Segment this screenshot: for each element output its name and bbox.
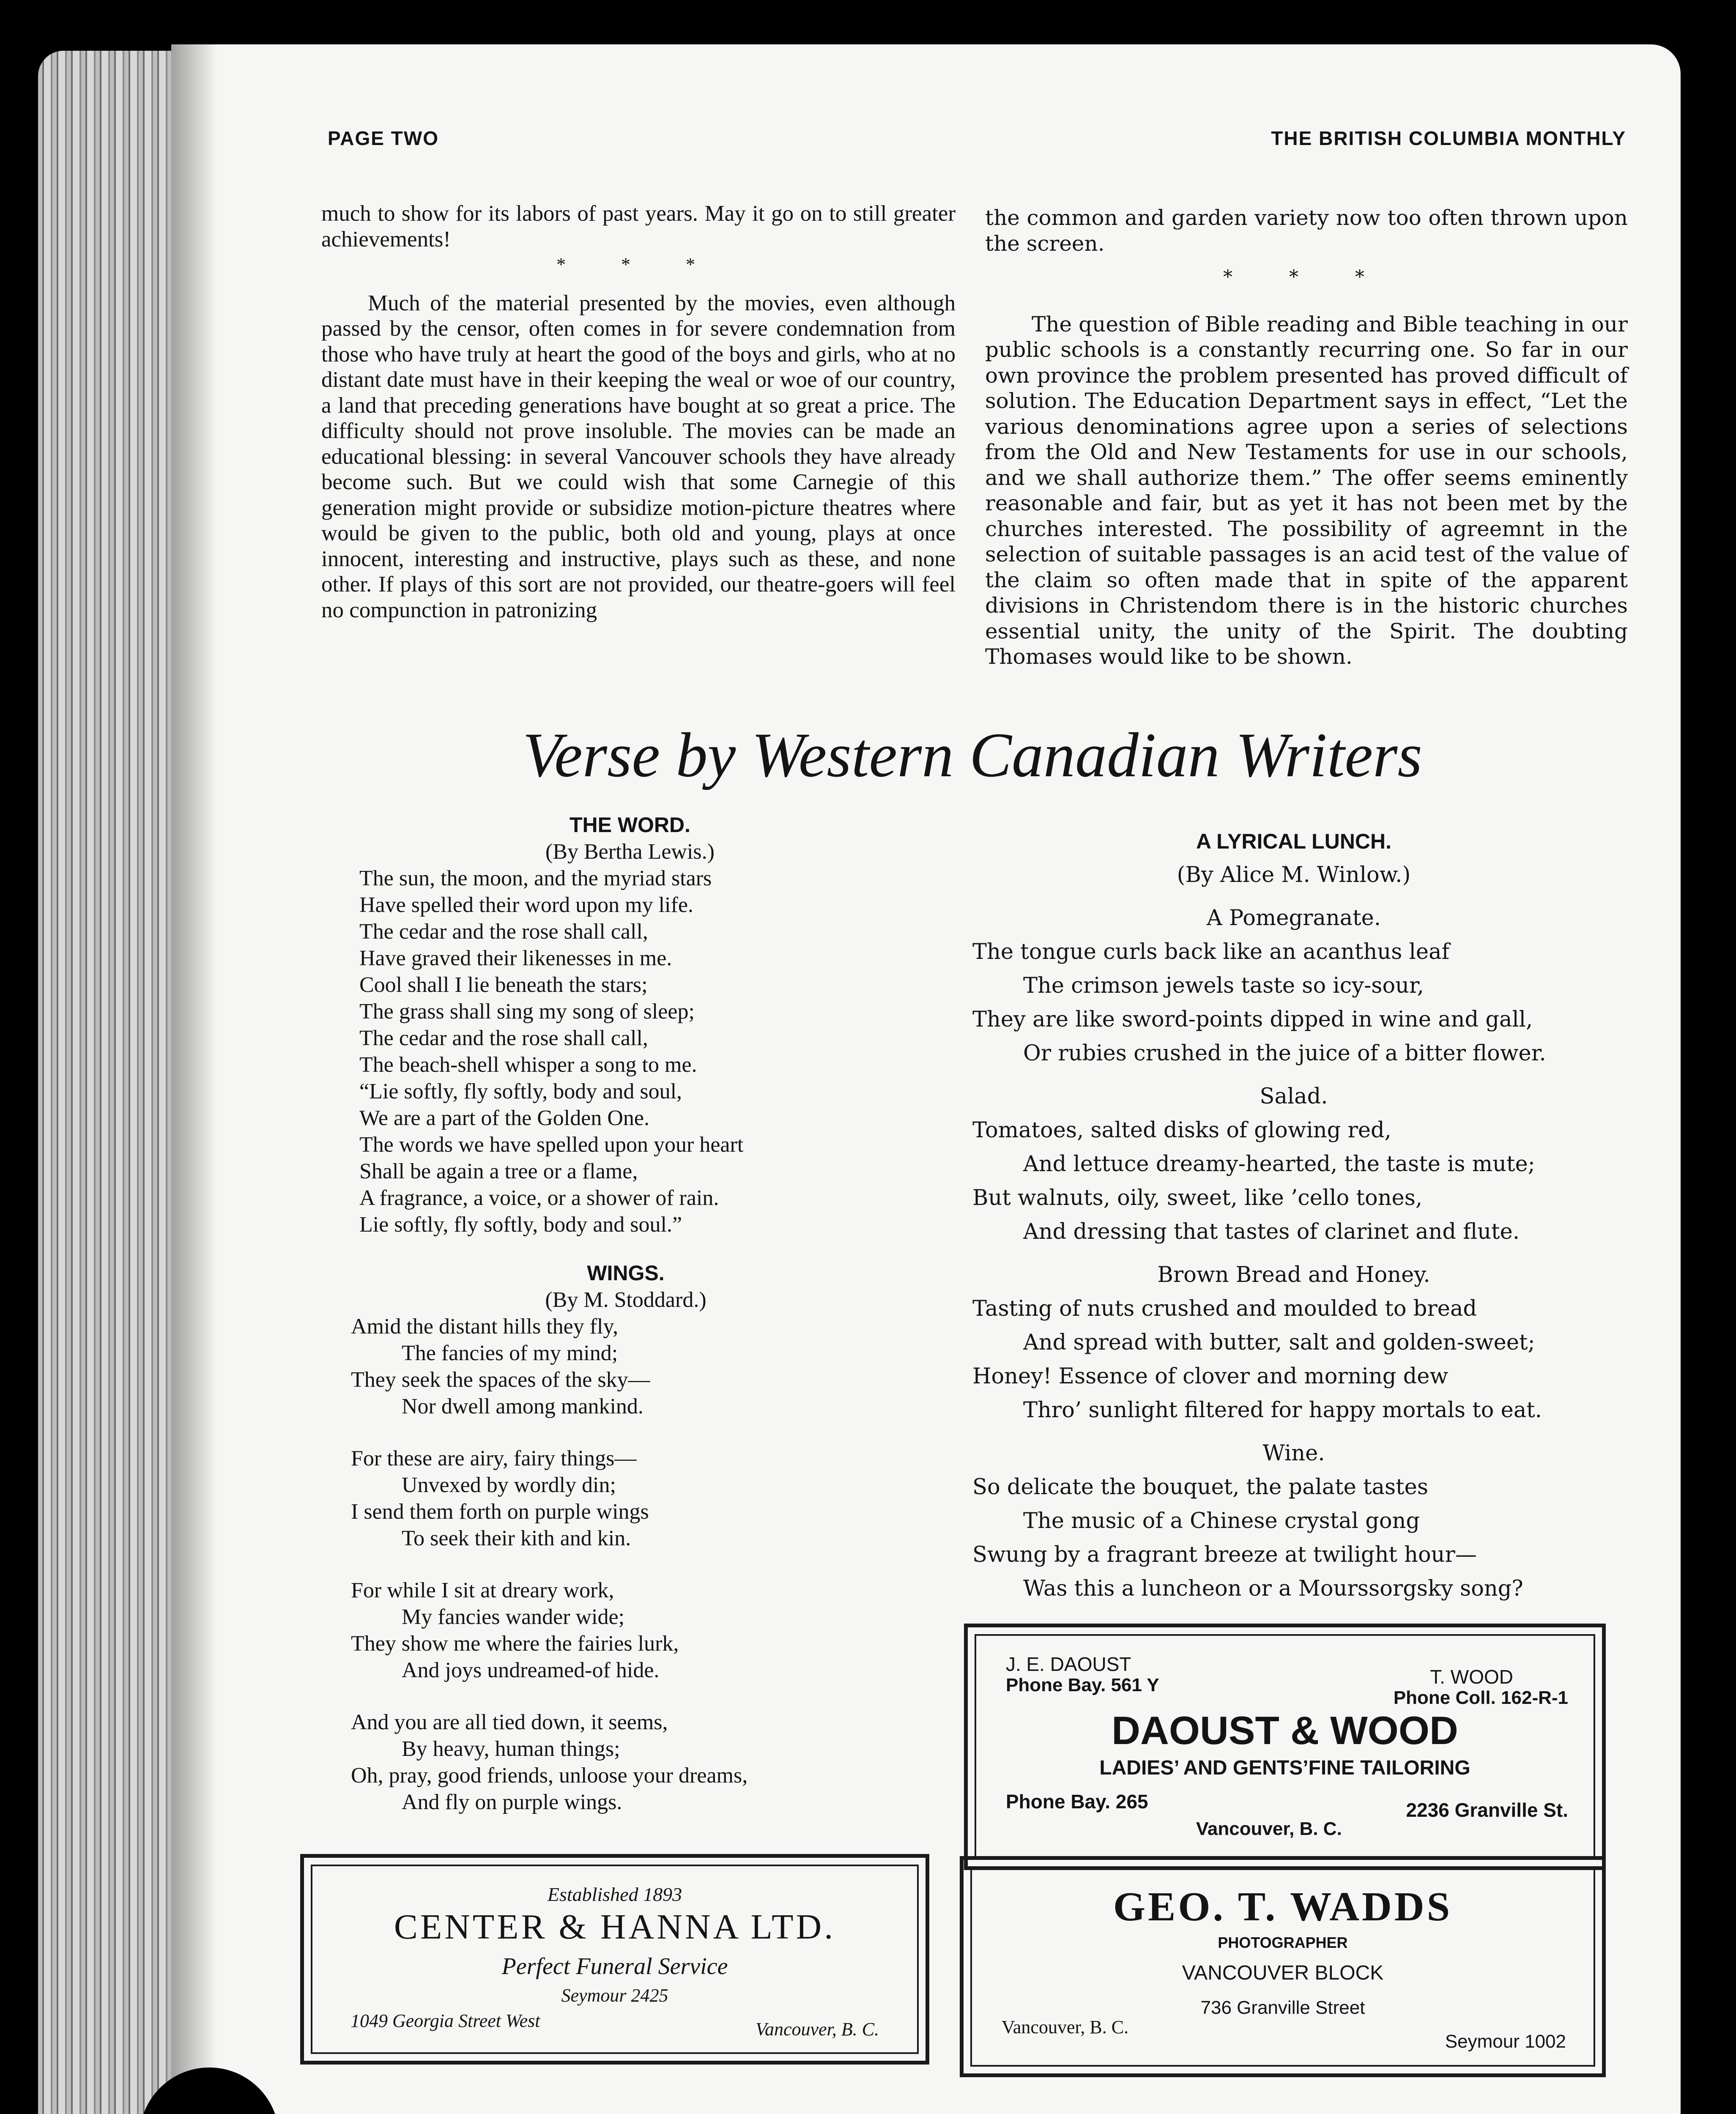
poem-line: So delicate the bouquet, the palate tastes [972,1475,1428,1500]
ad-address: 736 Granville Street [1200,1997,1365,2018]
ad-city: Vancouver, B. C. [755,2019,879,2040]
poem-lyrical-lunch [972,824,1615,1606]
poem-line: Nor dwell among mankind. [402,1394,643,1418]
book-page-edges [38,51,178,2114]
poem-line: Have spelled their word upon my life. [359,893,693,917]
ad-address: 2236 Granville St. [1406,1799,1568,1821]
poem-line: But walnuts, oily, sweet, like ’cello tones, [972,1186,1423,1210]
section-banner: Verse by Western Canadian Writers [523,720,1422,790]
poem-wings [351,1260,901,1816]
ad-city: Vancouver, B. C. [1002,2017,1129,2037]
poem-title: WINGS. [587,1261,665,1285]
poem-line: Amid the distant hills they fly, [351,1314,619,1339]
poem-byline: (By M. Stoddard.) [545,1288,706,1312]
paragraph: The question of Bible reading and Bible teaching in our public schools is a constantly recurring one. So far in our own province the problem presented has proved difficult of solution. The Education Department says in effect, “Let the various denominations agree upon a series of selections from the Old and New Testaments for use in our schools, and we shall authorize them.” The offer seems eminently reasonable and fair, but as yet it has not been met by the churches interested. The possibility of agreemnt in the selection of suitable passages is an acid test of the value of the claim so often made that in spite of the apparent divisions in Christendom there is in the historic churches essential unity, the unity of the Spirit. The doubting Thomases would like to be shown. [985,312,1628,669]
editorial-column-right [985,205,1628,670]
ad-phone: Seymour 1002 [1445,2031,1566,2052]
poem-section-heading: A Pomegranate. [1206,906,1381,931]
poem-line: The beach-shell whisper a song to me. [359,1053,697,1077]
poem-line: Honey! Essence of clover and morning dew [972,1364,1448,1389]
poem-line: Tomatoes, salted disks of glowing red, [972,1118,1391,1143]
spine-shadow [171,44,218,2114]
poem-line: The fancies of my mind; [402,1341,618,1365]
poem-line: Or rubies crushed in the juice of a bitter flower. [1023,1041,1546,1066]
advertisement-daoust-wood [964,1624,1606,1870]
ad-block: VANCOUVER BLOCK [1182,1962,1384,1984]
ad-firm-name: DAOUST & WOOD [1112,1708,1458,1753]
ad-service: Perfect Funeral Service [501,1953,728,1980]
poem-line: To seek their kith and kin. [402,1526,631,1550]
poem-line: By heavy, human things; [402,1737,620,1761]
paragraph: much to show for its labors of past years. May it go on to still greater achievements! [321,201,956,252]
poem-line: The cedar and the rose shall call, [359,920,648,944]
poem-line: Thro’ sunlight filtered for happy mortals to eat. [1023,1398,1542,1423]
section-divider: * * * [556,254,720,275]
poem-line: And joys undreamed-of hide. [402,1658,660,1682]
poem-the-word [359,812,901,1238]
poem-title: A LYRICAL LUNCH. [1196,830,1392,853]
poem-byline: (By Alice M. Winlow.) [1177,863,1411,887]
poem-line: They seek the spaces of the sky— [351,1368,650,1392]
poem-line: They show me where the fairies lurk, [351,1632,679,1656]
poem-line: The tongue curls back like an acanthus leaf [972,939,1450,964]
ad-city: Vancouver, B. C. [1196,1818,1342,1839]
poem-line: The grass shall sing my song of sleep; [359,999,695,1024]
poem-line: I send them forth on purple wings [351,1500,649,1524]
page-number-header: PAGE TWO [328,127,439,149]
ad-trade: LADIES’ AND GENTS’FINE TAILORING [1099,1757,1470,1779]
poem-line: And dressing that tastes of clarinet and flute. [1023,1219,1520,1244]
magazine-title-header: THE BRITISH COLUMBIA MONTHLY [1271,127,1626,149]
poem-line: And fly on purple wings. [402,1790,622,1814]
paragraph: the common and garden variety now too often thrown upon the screen. [985,205,1628,256]
poem-line: Oh, pray, good friends, unloose your dreams, [351,1763,748,1788]
poem-line: My fancies wander wide; [402,1605,625,1629]
poem-line: Swung by a fragrant breeze at twilight hour— [972,1542,1477,1567]
poem-section-heading: Salad. [1260,1084,1328,1109]
ad-phone: Phone Coll. 162-R-1 [1393,1687,1568,1708]
poem-line: “Lie softly, fly softly, body and soul, [359,1079,682,1104]
poem-byline: (By Bertha Lewis.) [545,840,715,864]
paragraph: Much of the material presented by the movies, even although passed by the censor, often comes in for severe condemnation from those who have truly at heart the good of the boys and girls, who at no distant date must have in their keeping the weal or woe of our country, a land that preceding generations have bought at so great a price. The difficulty should not prove insoluble. The movies can be made an educational blessing: in several Vancouver schools they have already become such. But we could wish that some Carnegie of this generation might provide or subsidize motion-picture theatres where would be given to the public, both old and young, plays at once innocent, interesting and instructive, plays such as these, and none other. If plays of this sort are not provided, our theatre-goers will feel no compunction in patronizing [321,290,956,622]
ad-name: J. E. DAOUST [1006,1653,1131,1675]
advertisement-geo-wadds [960,1856,1606,2077]
poem-line: A fragrance, a voice, or a shower of rain. [359,1186,719,1210]
poem-line: We are a part of the Golden One. [359,1106,649,1130]
poem-line: Shall be again a tree or a flame, [359,1159,638,1183]
poem-section-heading: Brown Bread and Honey. [1157,1262,1430,1287]
poem-line: The cedar and the rose shall call, [359,1026,648,1050]
poem-line: The sun, the moon, and the myriad stars [359,866,712,890]
poem-line: For while I sit at dreary work, [351,1578,614,1602]
poem-section-heading: Wine. [1262,1441,1325,1466]
poem-line: And lettuce dreamy-hearted, the taste is mute; [1023,1152,1535,1177]
ad-address: 1049 Georgia Street West [350,2010,540,2031]
ad-trade: PHOTOGRAPHER [1218,1934,1348,1951]
poem-line: And you are all tied down, it seems, [351,1710,668,1734]
poem-line: The words we have spelled upon your heart [359,1133,744,1157]
ad-firm-name: GEO. T. WADDS [1113,1884,1453,1930]
poem-line: Have graved their likenesses in me. [359,946,672,970]
poem-line: For these are airy, fairy things— [351,1446,637,1470]
advertisement-center-hanna [300,1854,929,2065]
poem-title: THE WORD. [569,813,691,837]
poem-line: Lie softly, fly softly, body and soul.” [359,1213,682,1237]
poem-line: The music of a Chinese crystal gong [1023,1509,1420,1533]
poem-line: And spread with butter, salt and golden-sweet; [1023,1330,1535,1355]
poem-line: Cool shall I lie beneath the stars; [359,973,648,997]
poem-line: The crimson jewels taste so icy-sour, [1023,973,1424,998]
ad-firm-name: CENTER & HANNA LTD. [394,1907,836,1947]
ad-established: Established 1893 [547,1884,682,1905]
ad-name: T. WOOD [1430,1666,1513,1688]
ad-phone: Phone Bay. 265 [1006,1791,1148,1813]
poem-line: Unvexed by wordly din; [402,1473,616,1497]
section-divider: * * * [1223,266,1390,288]
ad-phone: Seymour 2425 [561,1985,668,2006]
poem-line: Tasting of nuts crushed and moulded to bread [972,1296,1477,1321]
editorial-column-left [321,201,956,623]
poem-line: They are like sword-points dipped in wine and gall, [972,1007,1533,1032]
ad-phone: Phone Bay. 561 Y [1006,1675,1159,1695]
poem-line: Was this a luncheon or a Mourssorgsky song? [1023,1576,1523,1601]
